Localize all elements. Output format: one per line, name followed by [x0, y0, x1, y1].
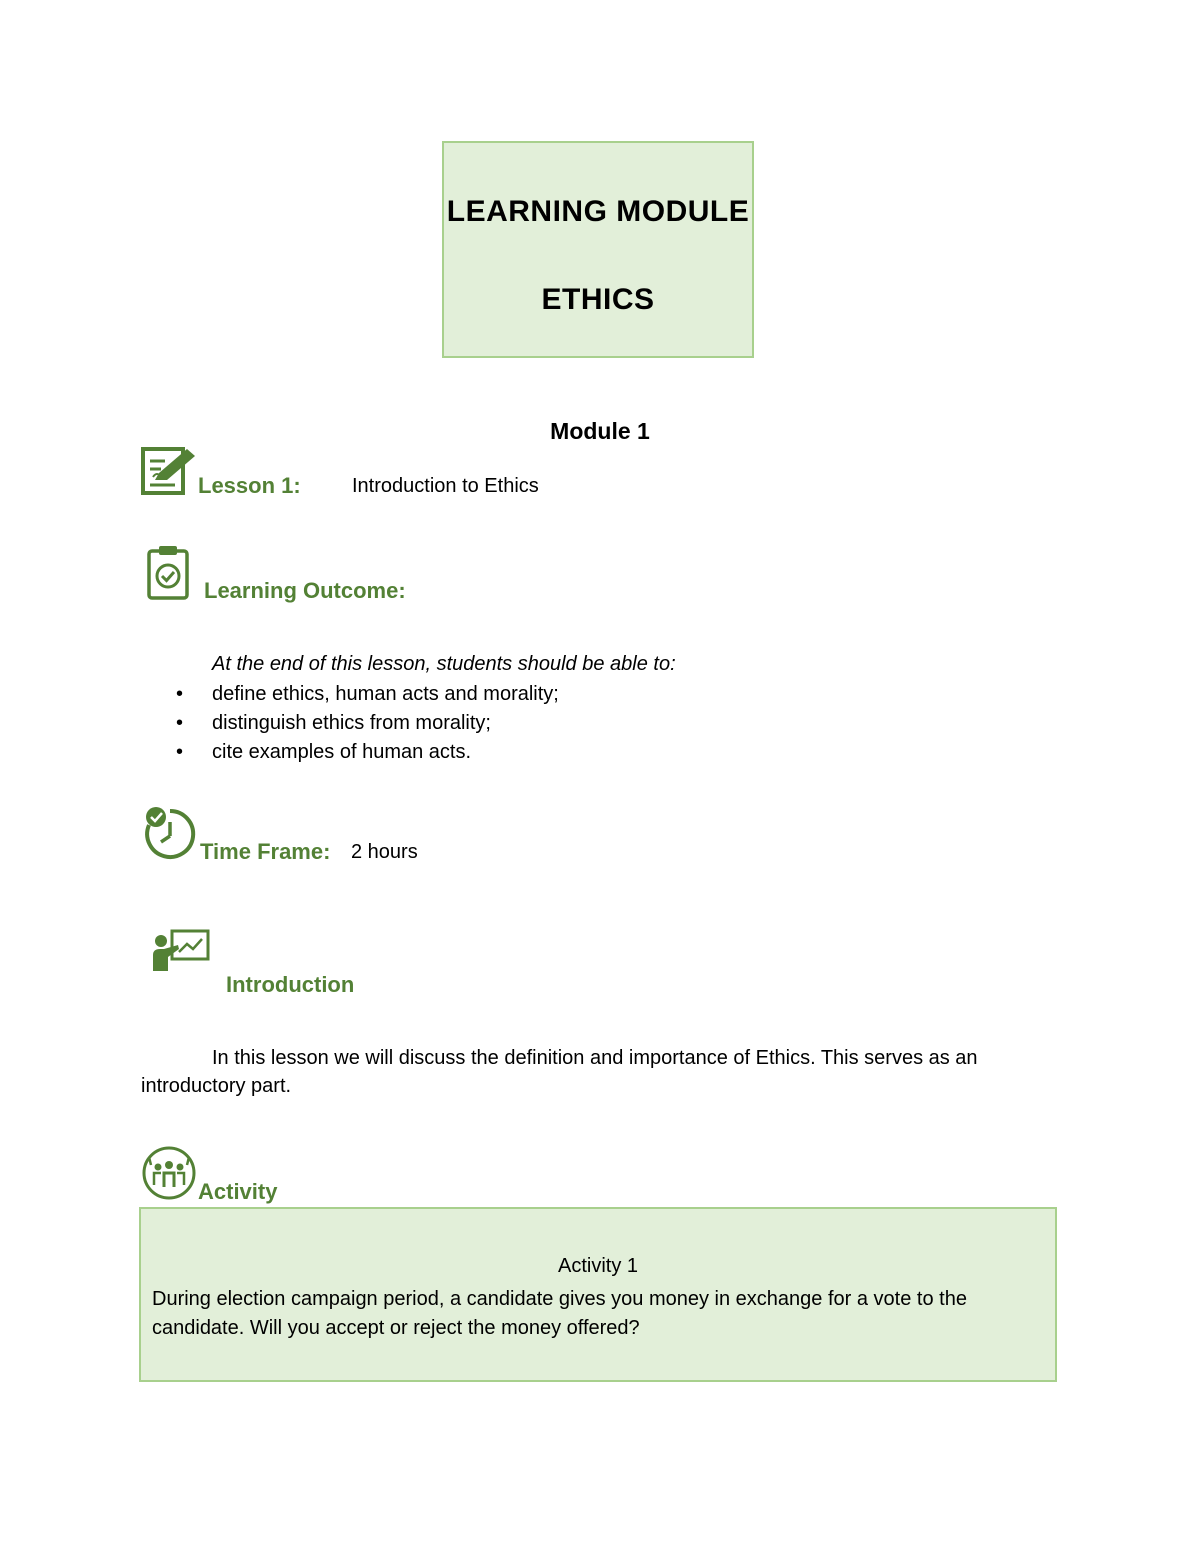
presentation-icon — [152, 929, 212, 980]
clock-check-icon — [141, 805, 199, 868]
lesson-title: Introduction to Ethics — [352, 475, 539, 497]
clipboard-check-icon — [146, 543, 190, 606]
activity-title: Activity 1 — [557, 1255, 639, 1277]
time-frame-value: 2 hours — [351, 841, 418, 863]
outcome-list — [170, 680, 559, 767]
module-heading: Module 1 — [550, 418, 650, 444]
edit-document-icon — [141, 447, 197, 502]
list-item: • define ethics, human acts and morality; — [170, 680, 559, 709]
introduction-label: Introduction — [226, 972, 355, 997]
learning-outcome-label: Learning Outcome: — [204, 578, 406, 603]
list-item: • distinguish ethics from morality; — [170, 709, 559, 738]
activity-label: Activity — [198, 1179, 278, 1204]
title-box — [442, 141, 754, 358]
lesson-label: Lesson 1: — [198, 473, 301, 498]
introduction-text-line2: introductory part. — [141, 1075, 292, 1097]
group-activity-icon — [141, 1145, 197, 1206]
document-title: LEARNING MODULE — [446, 195, 750, 228]
list-item: • cite examples of human acts. — [170, 738, 559, 767]
time-frame-label: Time Frame: — [200, 839, 331, 864]
introduction-text-line1: In this lesson we will discuss the definition and importance of Ethics. This serves as an — [212, 1047, 978, 1069]
activity-question: During election campaign period, a candidate gives you money in exchange for a vote to the candidate. Will you accept or reject the money offered? — [152, 1288, 967, 1339]
outcome-intro: At the end of this lesson, students should be able to: — [212, 653, 676, 675]
document-subject: ETHICS — [541, 283, 655, 316]
activity-box — [139, 1207, 1057, 1382]
